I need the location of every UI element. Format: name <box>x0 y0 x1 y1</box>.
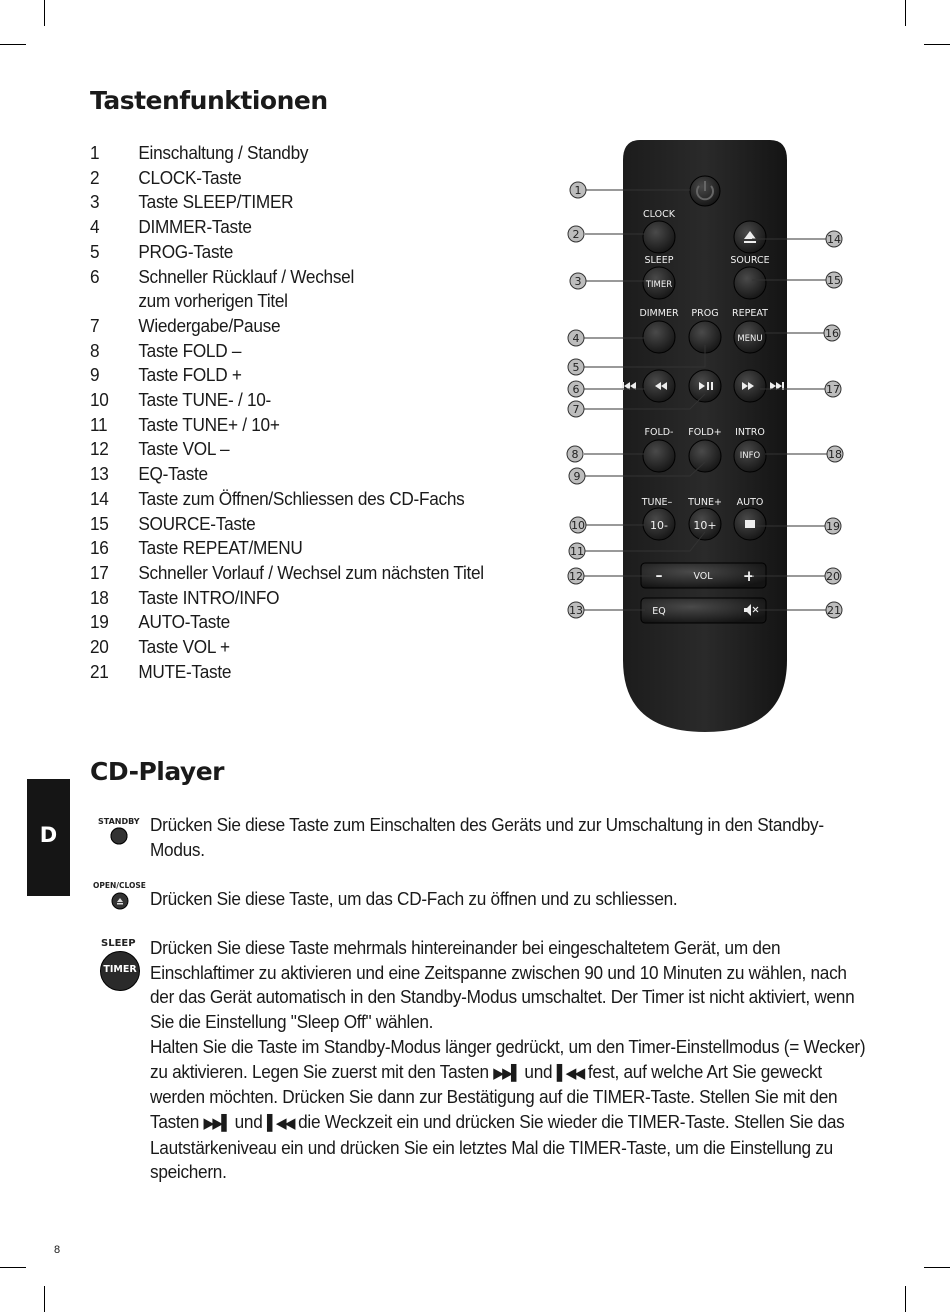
function-number: 9 <box>90 364 100 386</box>
source-label: SOURCE <box>730 255 770 266</box>
dimmer-button <box>643 321 675 353</box>
function-number: 17 <box>90 561 109 583</box>
callout-number: 21 <box>827 604 841 617</box>
function-number: 10 <box>90 389 109 411</box>
function-list-item <box>90 339 499 364</box>
crop-mark <box>44 1286 45 1312</box>
dimmer-label: DIMMER <box>639 308 679 319</box>
vol-label: VOL <box>693 571 713 582</box>
function-list-item <box>90 586 499 611</box>
fold-minus-label: FOLD- <box>644 427 674 438</box>
callout-number: 18 <box>828 448 842 461</box>
skip-forward-icon: ▶▶▌ <box>493 1063 520 1082</box>
crop-mark <box>44 0 45 26</box>
tune-minus-label: TUNE– <box>641 497 673 508</box>
intro-label: INTRO <box>735 427 765 438</box>
sleep-timer-paragraph-1: Drücken Sie diese Taste mehrmals hintereinander bei eingeschaltetem Gerät, um den Einschlaftimer zu aktivieren und eine Zeitspanne zwischen 90 und 10 Minuten zu wählen, nach der das Gerät automatisch in den Standby-Modus umschaltet. Der Timer ist nicht aktiviert, wenn Sie die Einstellung "Sleep Off" wählen. <box>150 937 855 1033</box>
callout-number: 19 <box>826 520 840 533</box>
callout-number: 4 <box>572 332 580 345</box>
function-list-item <box>90 363 499 388</box>
function-text: Taste zum Öffnen/Schliessen des CD-Fachs <box>138 487 465 509</box>
callout-number: 11 <box>570 545 584 558</box>
function-text: EQ-Taste <box>138 463 208 485</box>
section-title-cd-player: CD-Player <box>90 757 225 786</box>
sleep-timer-paragraph-2: Halten Sie die Taste im Standby-Modus länger gedrückt, um den Timer-Einstellmodus (= Wecker) zu aktivieren. Legen Sie zuerst mit den Tasten ▶▶▌ und ▌◀◀ fest, auf welche Art Sie geweckt werden möchten. Drücken Sie dann zur Bestätigung auf die TIMER-Taste. Stellen Sie mit den Tasten ▶▶▌ und ▌◀◀ die Weckzeit ein und drücken Sie wieder die TIMER-Taste. Stellen Sie das Lautstärkeniveau ein und drücken Sie ein letztes Mal die TIMER-Taste, um die Einstellung zu speichern. <box>150 1035 866 1183</box>
function-text: PROG-Taste <box>138 240 234 262</box>
function-list-item <box>90 190 499 215</box>
crop-mark <box>905 0 906 26</box>
function-number: 6 <box>90 265 100 287</box>
function-text: Taste SLEEP/TIMER <box>138 191 294 213</box>
timer-icon-label: TIMER <box>103 964 137 975</box>
power-icon <box>690 176 720 206</box>
language-tab <box>27 779 70 896</box>
function-list-item <box>90 610 499 635</box>
callout-number: 14 <box>827 233 841 246</box>
function-text: DIMMER-Taste <box>138 216 252 238</box>
function-list-item <box>90 289 499 314</box>
standby-description: Drücken Sie diese Taste zum Einschalten des Geräts und zur Umschaltung in den Standby-Modus. <box>150 814 824 860</box>
fold-plus-label: FOLD+ <box>688 427 722 438</box>
function-list-item <box>90 462 499 487</box>
function-text: Wiedergabe/Pause <box>138 314 281 336</box>
function-number: 19 <box>90 611 109 633</box>
callout-number: 8 <box>571 448 579 461</box>
callout-number: 3 <box>574 275 582 288</box>
function-number: 11 <box>90 413 108 435</box>
function-list-item <box>90 215 499 240</box>
function-number: 12 <box>90 438 109 460</box>
function-text: Taste VOL – <box>138 438 230 460</box>
function-number <box>90 289 138 314</box>
function-number: 7 <box>90 314 100 336</box>
crop-mark <box>0 1267 26 1268</box>
callout-number: 20 <box>826 570 840 583</box>
sleep-timer-description <box>150 936 866 1185</box>
open-close-description: Drücken Sie diese Taste, um das CD-Fach zu öffnen und zu schliessen. <box>150 888 678 909</box>
skip-back-icon: ▌◀◀ <box>267 1113 294 1132</box>
function-text: Taste REPEAT/MENU <box>138 537 303 559</box>
callout-number: 1 <box>574 184 582 197</box>
callout-number: 12 <box>569 570 583 583</box>
function-number: 1 <box>90 142 100 163</box>
function-list-item <box>90 635 499 660</box>
callout-number: 7 <box>572 403 580 416</box>
function-list-item <box>90 487 499 512</box>
callout-number: 16 <box>825 327 839 340</box>
button-function-list <box>90 141 530 684</box>
fold-minus-button <box>643 440 675 472</box>
vol-minus-label: – <box>655 568 663 584</box>
function-text: CLOCK-Taste <box>138 166 242 188</box>
callout-number: 10 <box>571 519 585 532</box>
source-button <box>734 267 766 299</box>
function-list-item <box>90 314 499 339</box>
tune-plus-label: TUNE+ <box>688 497 722 508</box>
info-label: INFO <box>739 451 761 461</box>
function-list-item <box>90 413 499 438</box>
function-number: 2 <box>90 166 100 188</box>
function-list-item <box>90 141 499 166</box>
function-text: Taste FOLD – <box>138 339 242 361</box>
function-number: 16 <box>90 537 109 559</box>
crop-mark <box>905 1286 906 1312</box>
sleep-label: SLEEP <box>644 255 674 266</box>
sleep-icon-label: SLEEP <box>101 938 136 949</box>
function-number: 18 <box>90 586 109 608</box>
callout-number: 15 <box>827 274 841 287</box>
vol-plus-label: + <box>742 567 756 585</box>
open-close-button-icon <box>111 892 129 910</box>
ten-minus-label: 10- <box>650 519 668 532</box>
function-text: MUTE-Taste <box>138 660 232 682</box>
function-text: Taste TUNE- / 10- <box>138 389 271 411</box>
function-number: 4 <box>90 216 100 238</box>
callout-number: 2 <box>572 228 580 241</box>
repeat-label: REPEAT <box>732 308 768 319</box>
crop-mark <box>924 44 950 45</box>
function-text: AUTO-Taste <box>138 611 230 633</box>
callout-number: 17 <box>826 383 840 396</box>
open-close-icon-label: OPEN/CLOSE <box>93 881 146 890</box>
function-number: 13 <box>90 463 109 485</box>
function-list-item <box>90 388 499 413</box>
timer-button-icon <box>100 951 140 991</box>
language-tab-label: D <box>39 823 58 847</box>
function-text: Taste FOLD + <box>138 364 242 386</box>
function-list-item <box>90 437 499 462</box>
crop-mark <box>924 1267 950 1268</box>
callout-number: 13 <box>569 604 583 617</box>
ten-plus-label: 10+ <box>693 519 717 532</box>
fold-plus-button <box>689 440 721 472</box>
eq-label: EQ <box>652 606 666 617</box>
function-text: zum vorherigen Titel <box>138 290 288 312</box>
callout-number: 9 <box>573 470 581 483</box>
timer-label: TIMER <box>645 280 673 290</box>
function-text: Taste TUNE+ / 10+ <box>138 413 280 435</box>
function-text: Schneller Vorlauf / Wechsel zum nächsten Titel <box>138 561 484 583</box>
function-list-item <box>90 265 499 290</box>
function-list-item <box>90 536 499 561</box>
remote-control-illustration <box>560 135 860 740</box>
callout-number: 5 <box>572 361 580 374</box>
function-number: 15 <box>90 512 109 534</box>
function-number: 21 <box>90 660 109 682</box>
skip-forward-icon: ▶▶▌ <box>203 1113 231 1132</box>
function-text: Taste INTRO/INFO <box>138 586 280 608</box>
function-text: Einschaltung / Standby <box>138 142 309 163</box>
prog-label: PROG <box>691 308 719 319</box>
standby-button-icon <box>110 827 128 845</box>
function-number: 20 <box>90 636 109 658</box>
standby-icon-label: STANDBY <box>98 817 140 826</box>
function-list-item <box>90 512 499 537</box>
page-number: 8 <box>54 1244 61 1256</box>
menu-label: MENU <box>737 334 763 344</box>
clock-button <box>643 221 675 253</box>
function-list-item <box>90 561 499 586</box>
function-number: 3 <box>90 191 100 213</box>
function-number: 14 <box>90 487 109 509</box>
function-list-item <box>90 166 499 191</box>
auto-label: AUTO <box>736 497 764 508</box>
skip-back-icon: ▌◀◀ <box>556 1063 584 1082</box>
clock-label: CLOCK <box>643 209 675 220</box>
callout-number: 6 <box>572 383 580 396</box>
function-list-item <box>90 660 499 685</box>
function-number: 5 <box>90 240 100 262</box>
function-text: SOURCE-Taste <box>138 512 256 534</box>
crop-mark <box>0 44 26 45</box>
auto-icon <box>745 520 755 528</box>
function-text: Taste VOL + <box>138 636 230 658</box>
function-list-item <box>90 240 499 265</box>
section-title-button-functions: Tastenfunktionen <box>90 86 328 115</box>
function-number: 8 <box>90 339 100 361</box>
function-text: Schneller Rücklauf / Wechsel <box>138 265 355 287</box>
